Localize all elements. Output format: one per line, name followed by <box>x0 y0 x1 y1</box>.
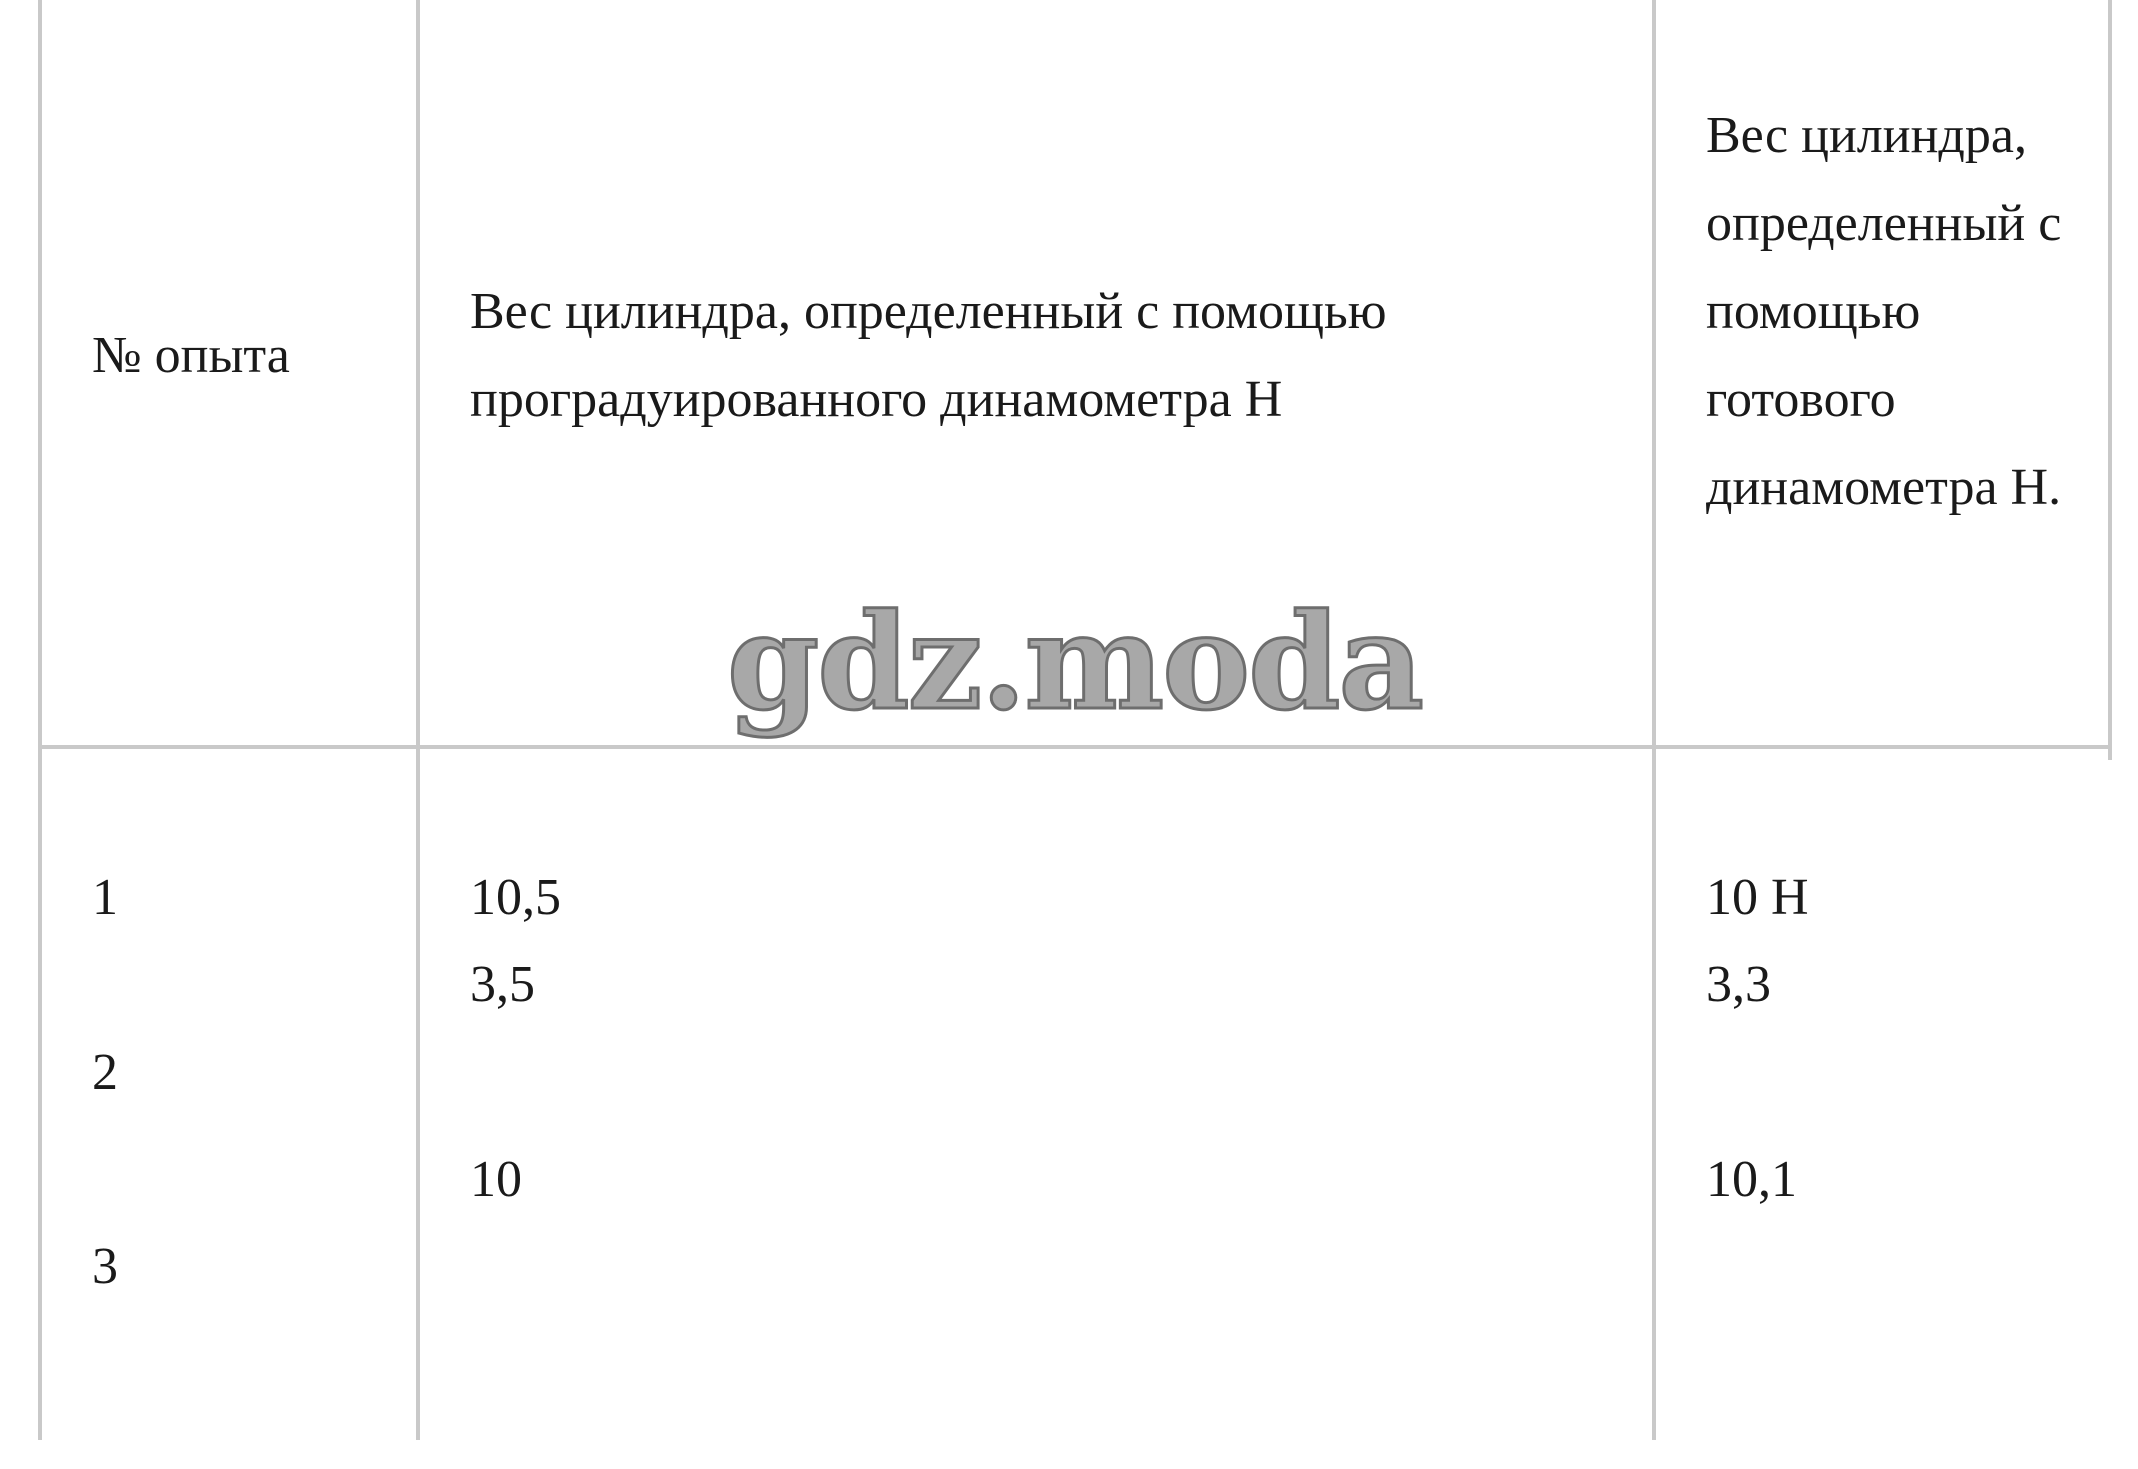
table-divider-2 <box>1652 0 1656 1440</box>
table-border-left <box>38 0 42 1440</box>
ready-value-3: 10,1 <box>1706 1151 1797 1208</box>
header-row-divider <box>38 745 2112 749</box>
ready-value-2: 3,3 <box>1706 956 1771 1013</box>
table-border-right <box>2108 0 2112 760</box>
graduated-value-3: 10 <box>470 1151 522 1208</box>
header-experiment-number: № опыта <box>92 327 290 384</box>
watermark-logo: gdz.moda <box>727 585 1423 740</box>
header-graduated-dynamometer-weight: Вес цилиндра, определенный с помощью проградуированного динамометра Н <box>470 283 1387 428</box>
graduated-value-1: 10,5 <box>470 869 561 926</box>
experiment-number-3: 3 <box>92 1238 118 1295</box>
ready-value-1: 10 Н <box>1706 869 1809 926</box>
experiment-number-2: 2 <box>92 1044 118 1101</box>
table-divider-1 <box>416 0 420 1440</box>
experiment-number-1: 1 <box>92 869 118 926</box>
graduated-value-2: 3,5 <box>470 956 535 1013</box>
header-ready-dynamometer-weight: Вес цилиндра, определенный с помощью готового динамометра Н. <box>1706 107 2062 516</box>
